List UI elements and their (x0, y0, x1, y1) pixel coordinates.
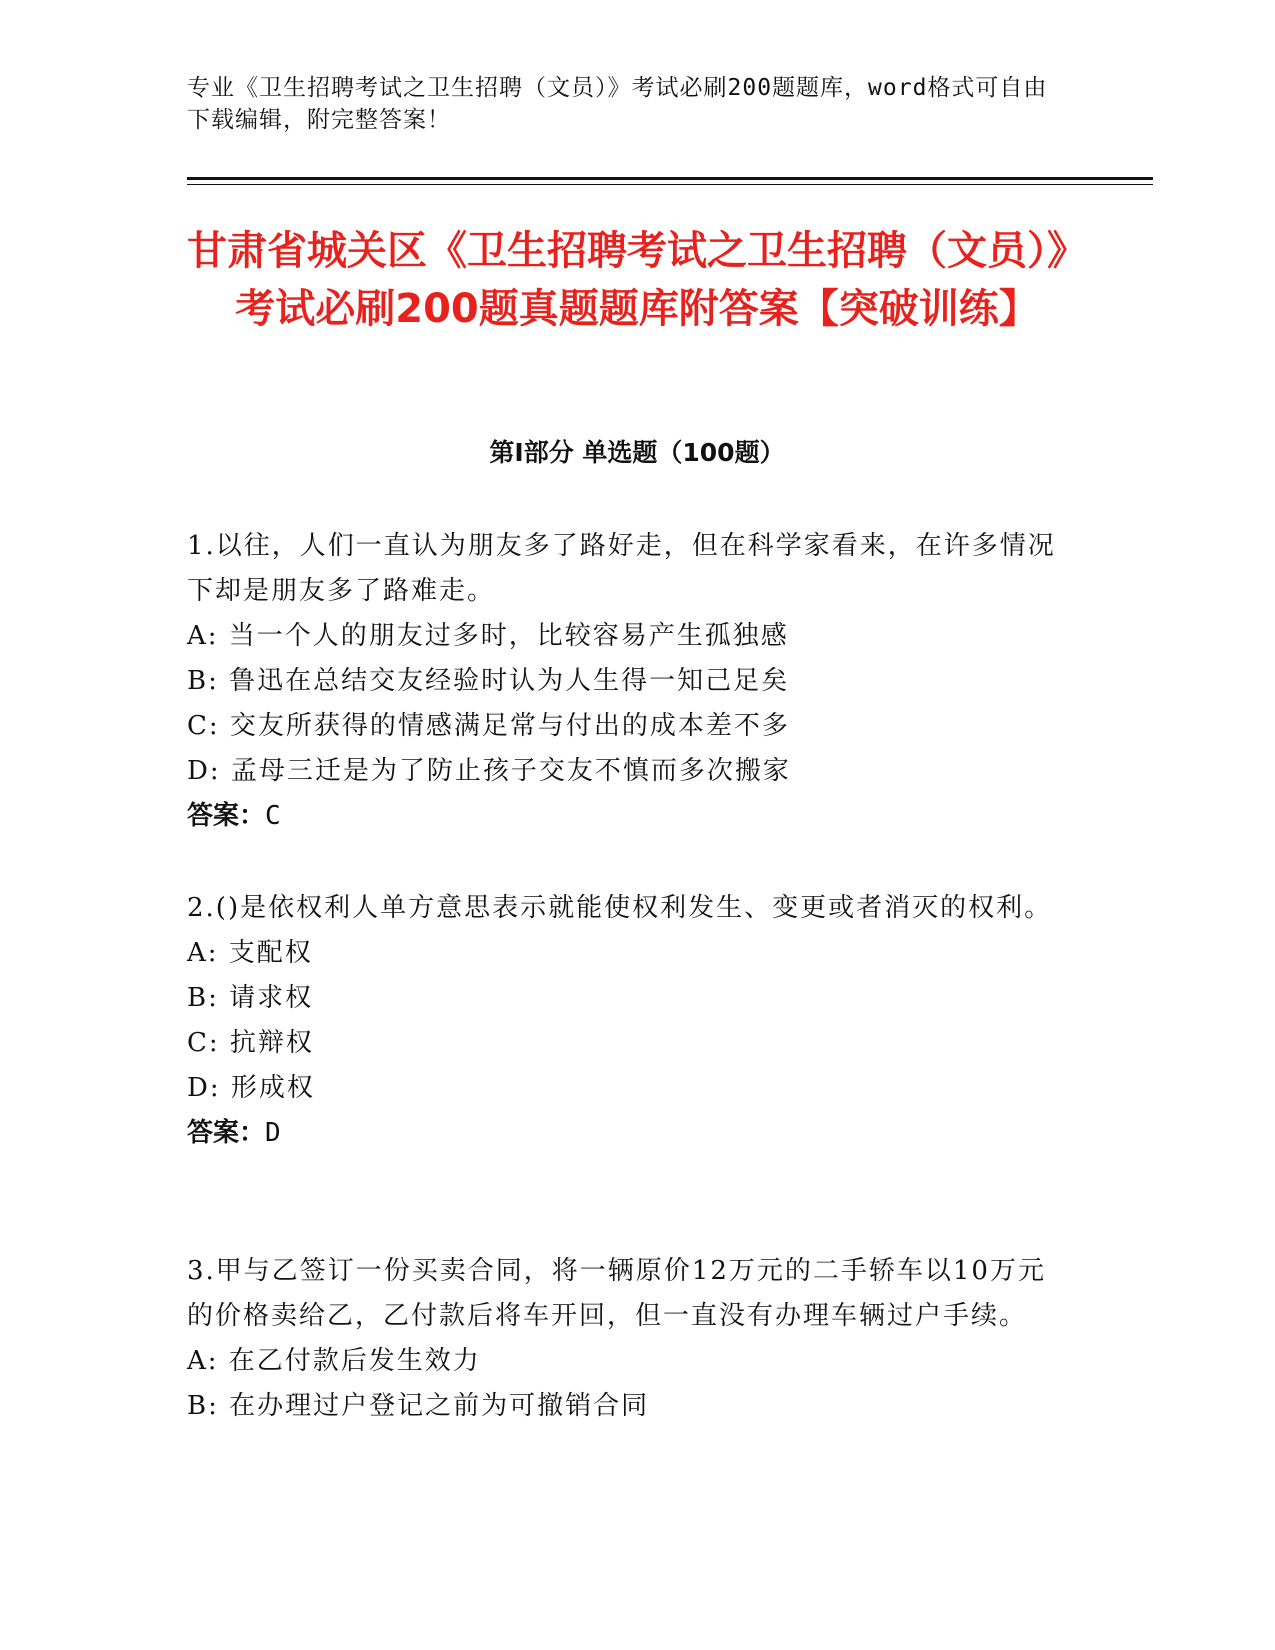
option-a: A: 支配权 (187, 938, 313, 968)
header-divider-thin (187, 184, 1153, 185)
option-d: D: 孟母三迁是为了防止孩子交友不慎而多次搬家 (187, 756, 791, 786)
answer-line (187, 794, 1067, 839)
option-b: B: 在办理过户登记之前为可撤销合同 (187, 1391, 650, 1421)
question-1 (187, 524, 1067, 839)
option-b: B: 请求权 (187, 983, 314, 1013)
question-stem: 1.以往，人们一直认为朋友多了路好走，但在科学家看来，在许多情况下却是朋友多了路难走。 (187, 531, 1056, 606)
option-c: C: 抗辩权 (187, 1028, 314, 1058)
question-stem: 3.甲与乙签订一份买卖合同，将一辆原价12万元的二手轿车以10万元的价格卖给乙，乙付款后将车开回，但一直没有办理车辆过户手续。 (187, 1256, 1046, 1331)
answer-line (187, 1111, 1067, 1156)
answer-value: D (265, 1118, 281, 1148)
answer-label: 答案： (187, 801, 266, 831)
section-title: 第I部分 单选题（100题） (489, 438, 785, 467)
option-a: A: 当一个人的朋友过多时，比较容易产生孤独感 (187, 621, 789, 651)
answer-label: 答案： (187, 1118, 266, 1148)
option-a: A: 在乙付款后发生效力 (187, 1346, 481, 1376)
question-2 (187, 886, 1067, 1156)
document-title: 甘肃省城关区《卫生招聘考试之卫生招聘（文员）》考试必刷200题真题题库附答案【突破训练】 (187, 228, 1087, 332)
answer-value: C (265, 801, 281, 831)
question-3 (187, 1249, 1067, 1429)
option-c: C: 交友所获得的情感满足常与付出的成本差不多 (187, 711, 790, 741)
header-note: 专业《卫生招聘考试之卫生招聘（文员）》考试必刷200题题库，word格式可自由下载编辑，附完整答案！ (187, 75, 1048, 133)
option-d: D: 形成权 (187, 1073, 315, 1103)
option-b: B: 鲁迅在总结交友经验时认为人生得一知己足矣 (187, 666, 790, 696)
header-divider-thick (187, 177, 1153, 180)
question-stem: 2.()是依权利人单方意思表示就能使权利发生、变更或者消灭的权利。 (187, 893, 1053, 923)
